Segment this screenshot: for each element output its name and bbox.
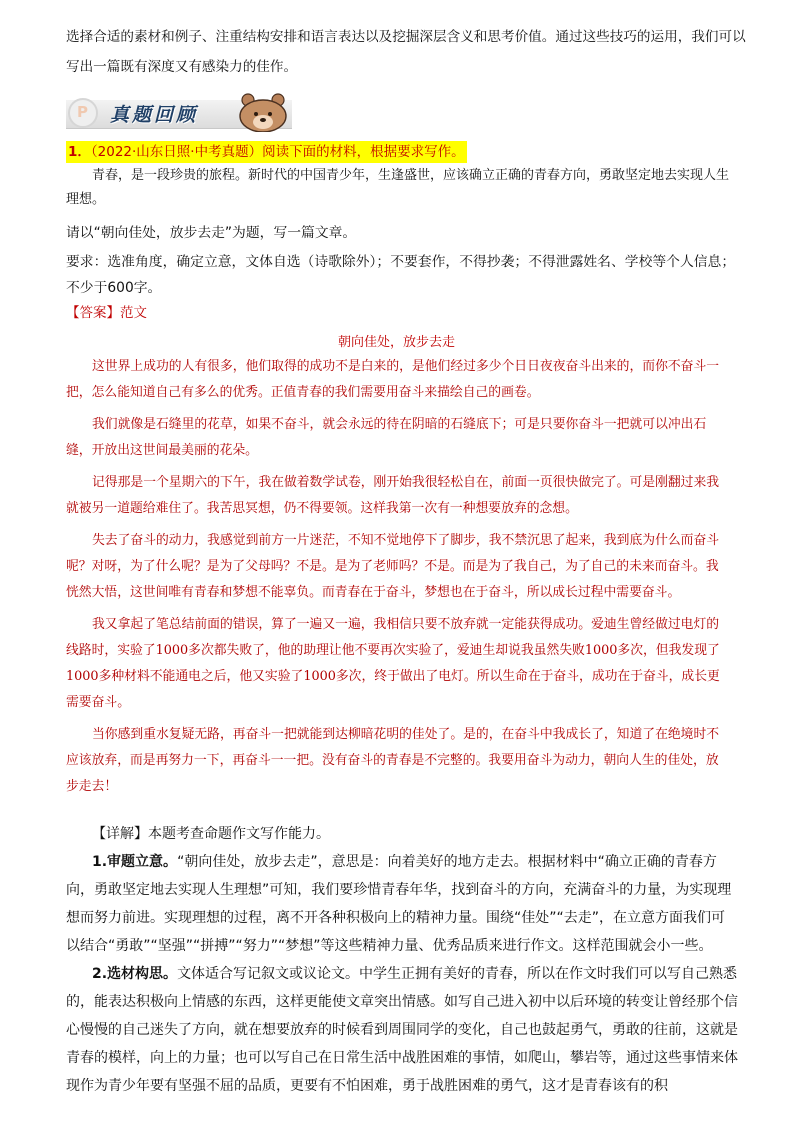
detail-point-1 — [66, 848, 738, 960]
intro-paragraph: 选择合适的素材和例子、注重结构安排和语言表达以及挖掘深层含义和思考价值。通过这些技巧的运用，我们可以写出一篇既有深度又有感染力的佳作。 — [66, 29, 746, 75]
detail-point-1-text: “朝向佳处，放步去走”，意思是：向着美好的地方走去。根据材料中“确立正确的青春方向，勇敢坚定地去实现人生理想”可知，我们要珍惜青春年华，找到奋斗的方向，充满奋斗的力量，为实现理想而努力前进。实现理想的过程，离不开各种积极向上的精神力量。围绕“佳处”“去走”，在立意方面我们可以结合“勇敢”“坚强”“拼搏”“努力”“梦想”等这些精神力量、优秀品质来进行作文。这样范围就会小一些。 — [66, 854, 732, 954]
detail-point-2-text: 文体适合写记叙文或议论文。中学生正拥有美好的青春，所以在作文时我们可以写自己熟悉的，能表达积极向上情感的东西，这样更能使文章突出情感。如写自己进入初中以后环境的转变让曾经那个信心慢慢的自己迷失了方向，就在想要放弃的时候看到周围同学的变化，自己也鼓起勇气，勇敢的往前，这就是青春的模样，向上的力量；也可以写自己在日常生活中战胜困难的事情，如爬山，攀岩等，通过这些事情来体现作为青少年要有坚强不屈的品质，更要有不怕困难，勇于战胜困难的勇气，这才是青春该有的积 — [66, 966, 738, 1094]
essay-paragraph: 记得那是一个星期六的下午，我在做着数学试卷，刚开始我很轻松自在，前面一页很快做完了。可是刚翻过来我就被另一道题给难住了。我苦思冥想，仍不得要领。这样我第一次有一种想要放弃的念想。 — [66, 475, 720, 516]
requirement-rules: 要求：选准角度，确定立意，文体自选（诗歌除外）；不要套作，不得抄袭；不得泄露姓名、学校等个人信息；不少于600字。 — [66, 254, 736, 296]
essay-body — [66, 354, 726, 806]
banner-logo-letter: P — [77, 103, 88, 121]
answer-label — [66, 302, 147, 324]
detail-point-2 — [66, 960, 738, 1100]
banner-title: 真题回顾 — [110, 104, 199, 126]
banner-logo-icon — [68, 98, 98, 128]
bear-mascot-icon — [236, 92, 290, 132]
requirement-title: 请以“朝向佳处，放步去走”为题，写一篇文章。 — [66, 225, 357, 241]
detail-header: 【详解】本题考查命题作文写作能力。 — [92, 826, 330, 842]
answer-tag: 【答案】 — [66, 305, 120, 321]
detail-section — [66, 820, 738, 1100]
essay-paragraph: 我又拿起了笔总结前面的错误，算了一遍又一遍，我相信只要不放弃就一定能获得成功。爱迪生曾经做过电灯的线路时，实验了1000多次都失败了，他的助理让他不要再次实验了，爱迪生却说我虽然失败1000多次，但我发现了1000多种材料不能通电之后，他又实验了1000多次，终于做出了电灯。所以生命在于奋斗，成功在于奋斗，成长更需要奋斗。 — [66, 617, 720, 710]
essay-paragraph: 这世界上成功的人有很多，他们取得的成功不是白来的，是他们经过多少个日日夜夜奋斗出来的，而你不奋斗一把，怎么能知道自己有多么的优秀。正值青春的我们需要用奋斗来描绘自己的画卷。 — [66, 359, 720, 400]
detail-point-1-label: 1.审题立意。 — [92, 854, 178, 870]
question-heading — [66, 141, 467, 163]
question-number: 1． — [68, 144, 91, 160]
section-banner — [66, 92, 292, 134]
detail-point-2-label: 2.选材构思。 — [92, 966, 178, 982]
material-paragraph: 青春，是一段珍贵的旅程。新时代的中国青少年，生逢盛世，应该确立正确的青春方向，勇敢坚定地去实现人生理想。 — [66, 168, 730, 207]
essay-paragraph: 我们就像是石缝里的花草，如果不奋斗，就会永远的待在阴暗的石缝底下；可是只要你奋斗一把就可以冲出石缝，开放出这世间最美丽的花朵。 — [66, 417, 707, 458]
essay-title: 朝向佳处，放步去走 — [337, 335, 455, 350]
question-source: （2022·山东日照·中考真题）阅读下面的材料，根据要求写作。 — [90, 144, 465, 160]
answer-type: 范文 — [120, 305, 147, 321]
essay-paragraph: 当你感到重水复疑无路，再奋斗一把就能到达柳暗花明的佳处了。是的，在奋斗中我成长了，知道了在绝境时不应该放弃，而是再努力一下，再奋斗一一把。没有奋斗的青春是不完整的。我要用奋斗为动力，朝向人生的佳处，放步走去！ — [66, 727, 720, 794]
essay-paragraph: 失去了奋斗的动力，我感觉到前方一片迷茫，不知不觉地停下了脚步，我不禁沉思了起来，我到底为什么而奋斗呢？对呀，为了什么呢？是为了父母吗？不是。是为了老师吗？不是。而是为了我自己，为了自己的未来而奋斗。我恍然大悟，这世间唯有青春和梦想不能辜负。而青春在于奋斗，梦想也在于奋斗，所以成长过程中需要奋斗。 — [66, 533, 720, 600]
